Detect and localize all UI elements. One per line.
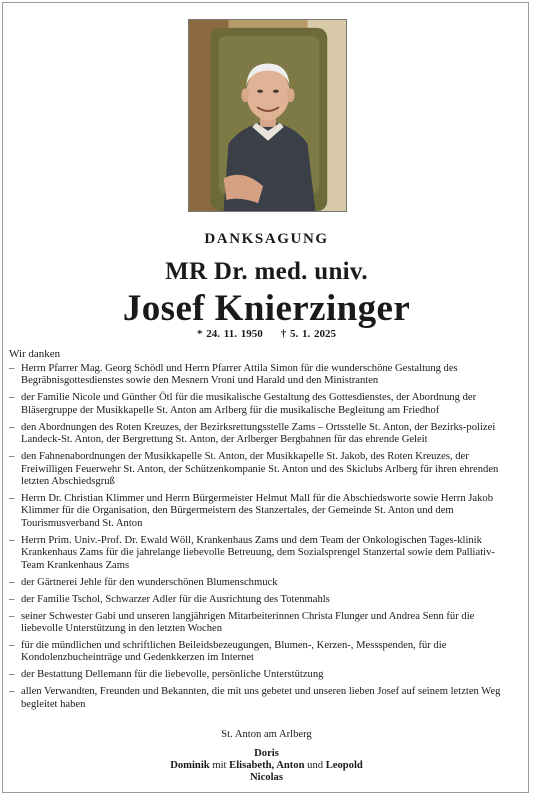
dash-bullet: –: [9, 421, 15, 433]
death-date: † 5. 1. 2025: [280, 328, 336, 340]
place-line: St. Anton am Arlberg: [221, 729, 312, 740]
list-item: – Herrn Prim. Univ.-Prof. Dr. Ewald Wöll, Krankenhaus Zams und dem Team der Onkologischen Tages-klinik Krankenhaus Zams für die jahrelange liebevolle Betreuung, dem Sozialsprengel Stanzertal sowie dem Palliativ-Team Krankenhaus Zams: [9, 534, 495, 571]
dash-bullet: –: [9, 669, 15, 681]
dash-bullet: –: [9, 392, 15, 404]
dash-bullet: –: [9, 534, 15, 546]
heading-danksagung: DANKSAGUNG: [204, 231, 329, 247]
signatory-line-1: Doris: [254, 748, 279, 759]
signatory-line-2: Dominik mit Elisabeth, Anton und Leopold: [170, 760, 363, 771]
list-item: – für die mündlichen und schriftlichen Beileidsbezeugungen, Blumen-, Kerzen-, Messspenden, für die Kondolenzbucheinträge und Gedenkkerzen im Internet: [9, 640, 447, 664]
list-item: – der Bestattung Dellemann für die liebevolle, persönliche Unterstützung: [9, 669, 324, 681]
dash-bullet: –: [9, 576, 15, 588]
list-item: – allen Verwandten, Freunden und Bekannten, die mit uns gebetet und unseren lieben Josef auf seinem letzten Weg begleitet haben: [9, 686, 501, 710]
list-item: – Herrn Pfarrer Mag. Georg Schödl und Herrn Pfarrer Attila Simon für die wunderschöne Gestaltung des Begräbnisgottesdienstes sowie den Mesnern Vroni und Harald und den Ministranten: [9, 363, 458, 387]
birth-date: * 24. 11. 1950: [197, 328, 263, 340]
list-item: – Herrn Dr. Christian Klimmer und Herrn Bürgermeister Helmut Mall für die Abschiedsworte sowie Herrn Jakob Klimmer für die Organisation, den Bürgermeistern des Stanzertales, der Gemeinde St. Anton und dem Tourismusverband St. Anton: [9, 493, 494, 529]
dash-bullet: –: [9, 686, 15, 698]
deceased-name: Josef Knierzinger: [122, 288, 411, 329]
list-item: – der Familie Nicole und Günther Ötl für die musikalische Gestaltung des Gottesdienstes, der Abordnung der Bläsergruppe der Musikkapelle St. Anton am Arlberg für die musikalische Begleitung am Friedhof: [9, 392, 477, 416]
intro-text: Wir danken: [9, 348, 61, 360]
dash-bullet: –: [9, 363, 15, 374]
list-item: – der Gärtnerei Jehle für den wunderschönen Blumenschmuck: [9, 576, 278, 588]
life-dates: [0, 328, 533, 340]
dash-bullet: –: [9, 451, 15, 463]
academic-title: MR Dr. med. univ.: [165, 258, 368, 285]
dash-bullet: –: [9, 493, 15, 505]
signatory-line-3: Nicolas: [250, 772, 283, 783]
thanks-list: [9, 363, 517, 716]
list-item: – seiner Schwester Gabi und unseren langjährigen Mitarbeiterinnen Christa Flunger und Andrea Senn für die liebevolle Unterstützung in den letzten Wochen: [9, 610, 475, 635]
list-item: – der Familie Tschol, Schwarzer Adler für die Ausrichtung des Totenmahls: [9, 593, 330, 605]
dash-bullet: –: [9, 640, 15, 652]
dash-bullet: –: [9, 610, 15, 622]
portrait-photo: [188, 19, 347, 212]
list-item: – den Abordnungen des Roten Kreuzes, der Bezirksrettungsstelle Zams – Ortsstelle St. Anton, der Bezirks-polizei Landeck-St. Anton, der Bergrettung St. Anton, der Arlberger Bergbahnen für das ehrende Geleit: [9, 421, 496, 446]
dash-bullet: –: [9, 593, 15, 605]
list-item: – den Fahnenabordnungen der Musikkapelle St. Anton, der Musikkapelle St. Jakob, des Roten Kreuzes, der Freiwilligen Feuerwehr St. Anton, der Schützenkompanie St. Anton und des Skiclubs Arlberg für ihren ehrenden letzten Abschiedsgruß: [9, 451, 499, 488]
